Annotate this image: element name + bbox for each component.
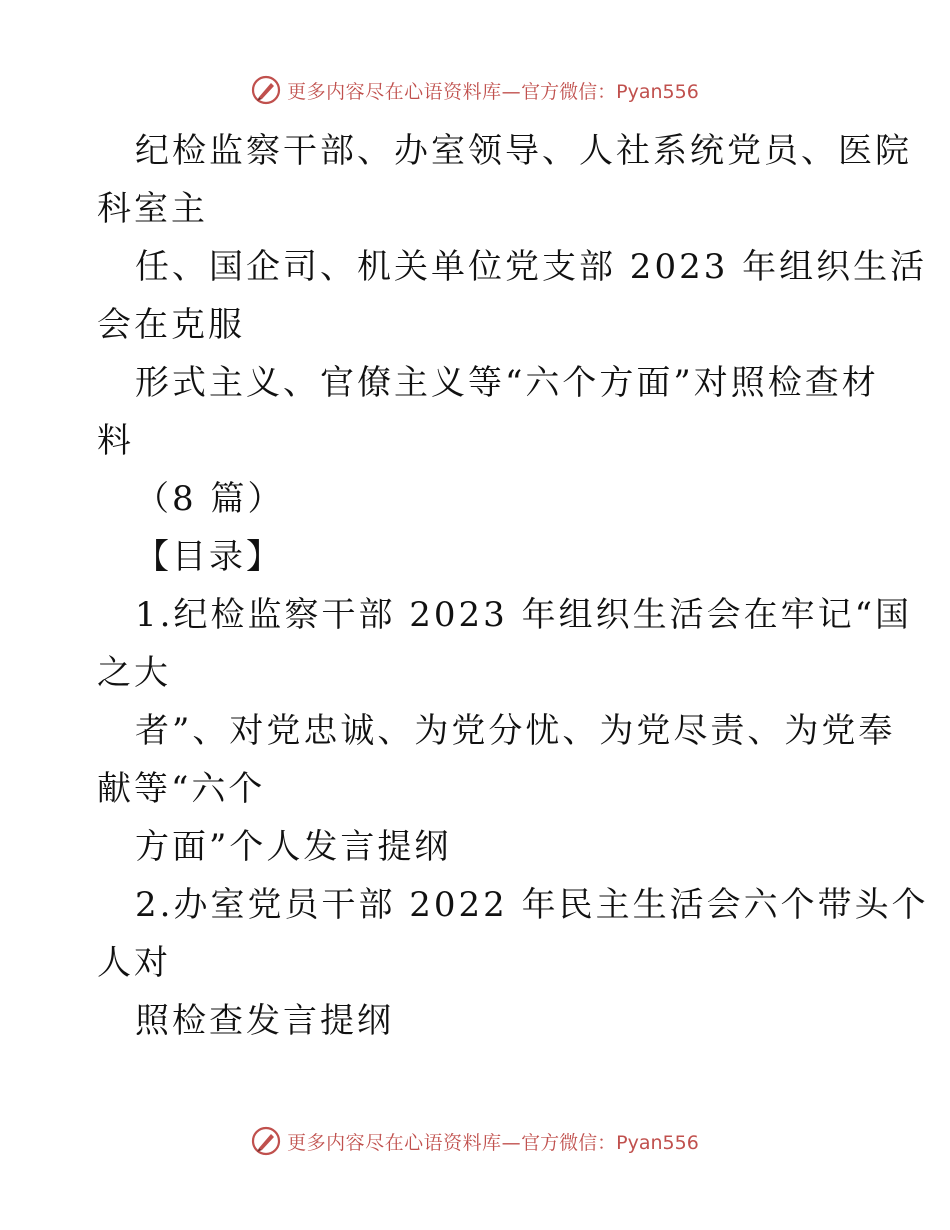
text-line: 料 [97, 421, 134, 461]
toc-item: 人对 [97, 943, 171, 983]
text-line: 形式主义、官僚主义等“六个方面”对照检查材 [135, 363, 879, 403]
pen-logo-icon [251, 75, 281, 105]
toc-item: 献等“六个 [97, 769, 266, 809]
text-line: 科室主 [97, 189, 208, 229]
toc-item: 2.办室党员干部 2022 年民主生活会六个带头个 [135, 885, 929, 925]
pen-logo-icon [251, 1126, 281, 1156]
toc-item: 照检查发言提纲 [135, 1001, 394, 1041]
text-line: 任、国企司、机关单位党支部 2023 年组织生活 [135, 247, 928, 287]
toc-item: 方面”个人发言提纲 [135, 827, 452, 867]
banner-text: 更多内容尽在心语资料库— [287, 80, 522, 103]
banner-wechat: 官方微信：Pyan556 [521, 1131, 699, 1154]
banner-wechat: 官方微信：Pyan556 [521, 80, 699, 103]
footer-watermark-banner [0, 1121, 950, 1161]
header-watermark-banner [0, 70, 950, 110]
toc-item: 之大 [97, 653, 171, 693]
text-line: 会在克服 [97, 305, 245, 345]
toc-item: 者”、对党忠诚、为党分忧、为党尽责、为党奉 [135, 711, 896, 751]
text-line: （8 篇） [135, 479, 285, 519]
text-line: 纪检监察干部、办室领导、人社系统党员、医院 [135, 131, 912, 171]
banner-text: 更多内容尽在心语资料库— [287, 1131, 522, 1154]
toc-item: 1.纪检监察干部 2023 年组织生活会在牢记“国 [135, 595, 912, 635]
toc-heading: 【目录】 [135, 537, 283, 577]
